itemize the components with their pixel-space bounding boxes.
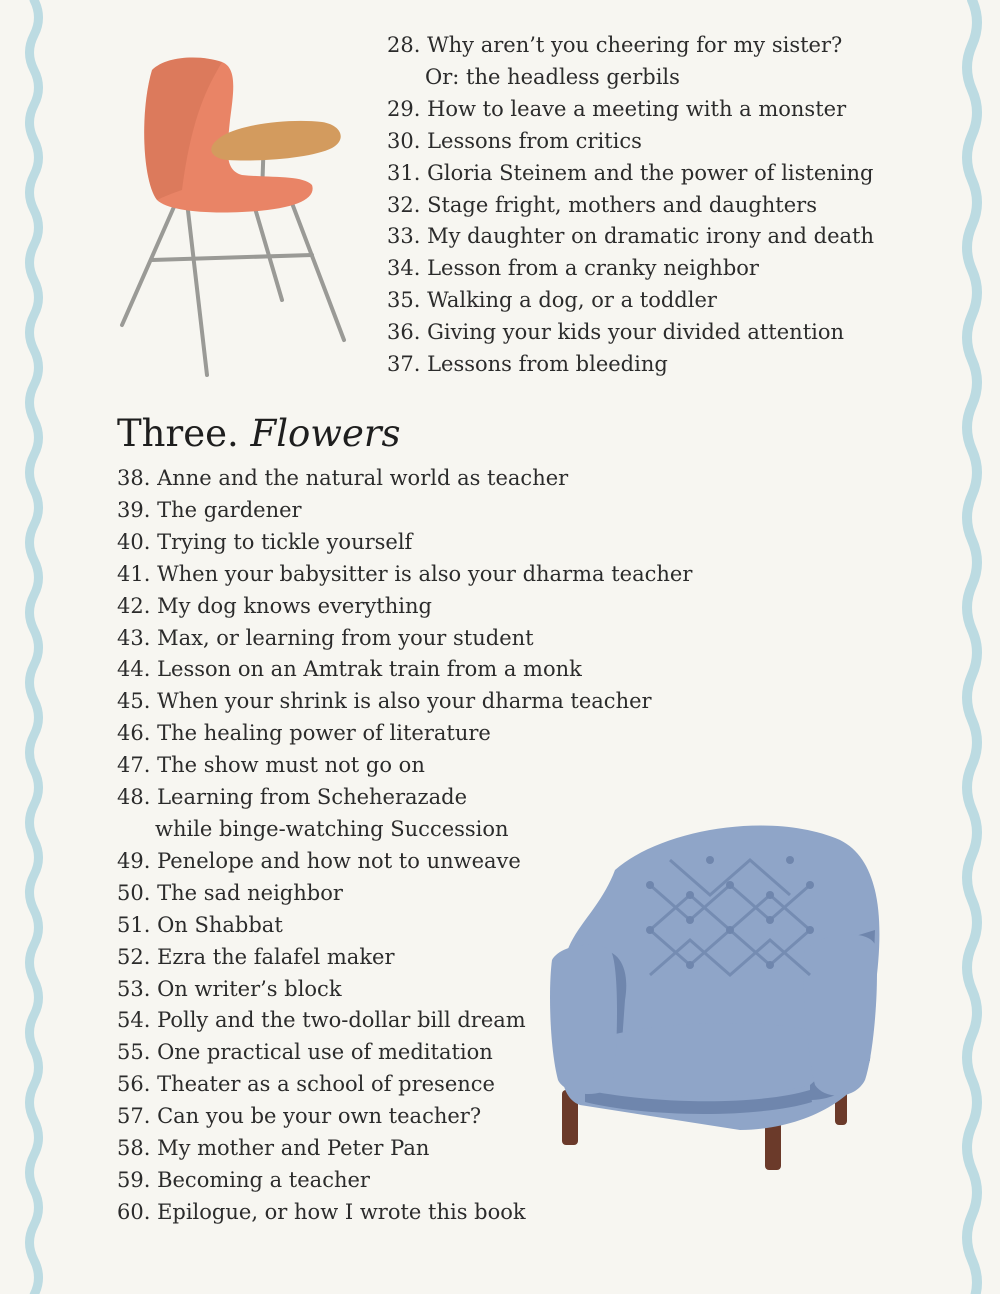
entry-title: 47. The show must not go on xyxy=(117,753,425,778)
contents-entry xyxy=(117,495,692,527)
contents-entry xyxy=(387,253,874,285)
contents-list-top xyxy=(387,30,874,381)
entry-title: 40. Trying to tickle yourself xyxy=(117,529,413,554)
entry-title: 56. Theater as a school of presence xyxy=(117,1072,495,1097)
contents-entry xyxy=(117,1005,692,1037)
contents-entry xyxy=(387,349,874,381)
left-wavy-border-icon xyxy=(14,0,54,1294)
entry-title: 43. Max, or learning from your student xyxy=(117,625,534,650)
entry-title: 31. Gloria Steinem and the power of listening xyxy=(387,160,874,185)
contents-entry xyxy=(387,221,874,253)
entry-title: 38. Anne and the natural world as teacher xyxy=(117,466,569,490)
entry-title: 37. Lessons from bleeding xyxy=(387,352,668,377)
entry-title: 32. Stage fright, mothers and daughters xyxy=(387,192,817,217)
contents-entry xyxy=(117,591,692,623)
entry-title: 59. Becoming a teacher xyxy=(117,1167,370,1192)
contents-entry xyxy=(117,463,692,495)
entry-title: 35. Walking a dog, or a toddler xyxy=(387,288,717,313)
contents-entry xyxy=(117,527,692,559)
entry-title-continuation: Or: the headless gerbils xyxy=(425,64,680,89)
entry-title: 42. My dog knows everything xyxy=(117,593,432,618)
contents-entry xyxy=(117,910,692,942)
contents-entry xyxy=(117,846,692,878)
contents-entry xyxy=(117,718,692,750)
entry-title: 41. When your babysitter is also your dharma teacher xyxy=(117,561,693,586)
entry-title: 51. On Shabbat xyxy=(117,912,283,937)
section-heading xyxy=(117,408,401,460)
entry-title: 44. Lesson on an Amtrak train from a monk xyxy=(117,657,582,682)
section-title: Flowers xyxy=(250,412,401,455)
contents-entry xyxy=(117,559,692,591)
entry-title: 54. Polly and the two-dollar bill dream xyxy=(117,1008,526,1033)
contents-list-bottom xyxy=(117,463,692,1229)
contents-entry xyxy=(387,285,874,317)
right-wavy-border-icon xyxy=(950,0,994,1294)
contents-entry xyxy=(117,1165,692,1197)
entry-title: 29. How to leave a meeting with a monster xyxy=(387,96,847,121)
entry-title: 36. Giving your kids your divided attention xyxy=(387,320,845,345)
entry-title: 55. One practical use of meditation xyxy=(117,1040,493,1065)
entry-title: 58. My mother and Peter Pan xyxy=(117,1136,430,1161)
contents-entry xyxy=(117,1037,692,1069)
entry-title: 33. My daughter on dramatic irony and death xyxy=(387,224,874,249)
entry-title: 45. When your shrink is also your dharma teacher xyxy=(117,689,652,714)
desk-chair-icon xyxy=(112,50,362,382)
contents-entry xyxy=(387,30,874,94)
contents-entry xyxy=(387,94,874,126)
contents-entry xyxy=(117,1069,692,1101)
contents-entry xyxy=(117,974,692,1006)
contents-entry xyxy=(117,654,692,686)
section-number: Three. xyxy=(117,412,239,455)
contents-entry xyxy=(117,623,692,655)
contents-entry xyxy=(117,750,692,782)
contents-entry xyxy=(387,190,874,222)
entry-title: 30. Lessons from critics xyxy=(387,128,642,153)
contents-entry xyxy=(117,1197,692,1229)
contents-entry xyxy=(117,686,692,718)
entry-title: 34. Lesson from a cranky neighbor xyxy=(387,256,759,281)
contents-entry xyxy=(117,878,692,910)
entry-title: 46. The healing power of literature xyxy=(117,721,491,746)
entry-title: 52. Ezra the falafel maker xyxy=(117,944,395,969)
entry-title-continuation: while binge-watching Succession xyxy=(155,816,509,841)
entry-title: 60. Epilogue, or how I wrote this book xyxy=(117,1199,526,1224)
contents-entry xyxy=(117,1101,692,1133)
entry-title: 53. On writer’s block xyxy=(117,976,342,1001)
contents-entry xyxy=(117,1133,692,1165)
entry-title: 57. Can you be your own teacher? xyxy=(117,1104,482,1129)
contents-entry xyxy=(117,942,692,974)
contents-entry xyxy=(387,317,874,349)
entry-title: 49. Penelope and how not to unweave xyxy=(117,848,521,873)
entry-title: 48. Learning from Scheherazade xyxy=(117,785,467,810)
contents-entry xyxy=(387,158,874,190)
contents-entry xyxy=(117,782,692,846)
entry-title: 39. The gardener xyxy=(117,497,302,522)
entry-title: 50. The sad neighbor xyxy=(117,880,343,905)
contents-entry xyxy=(387,126,874,158)
entry-title: 28. Why aren’t you cheering for my sister? xyxy=(387,33,843,57)
